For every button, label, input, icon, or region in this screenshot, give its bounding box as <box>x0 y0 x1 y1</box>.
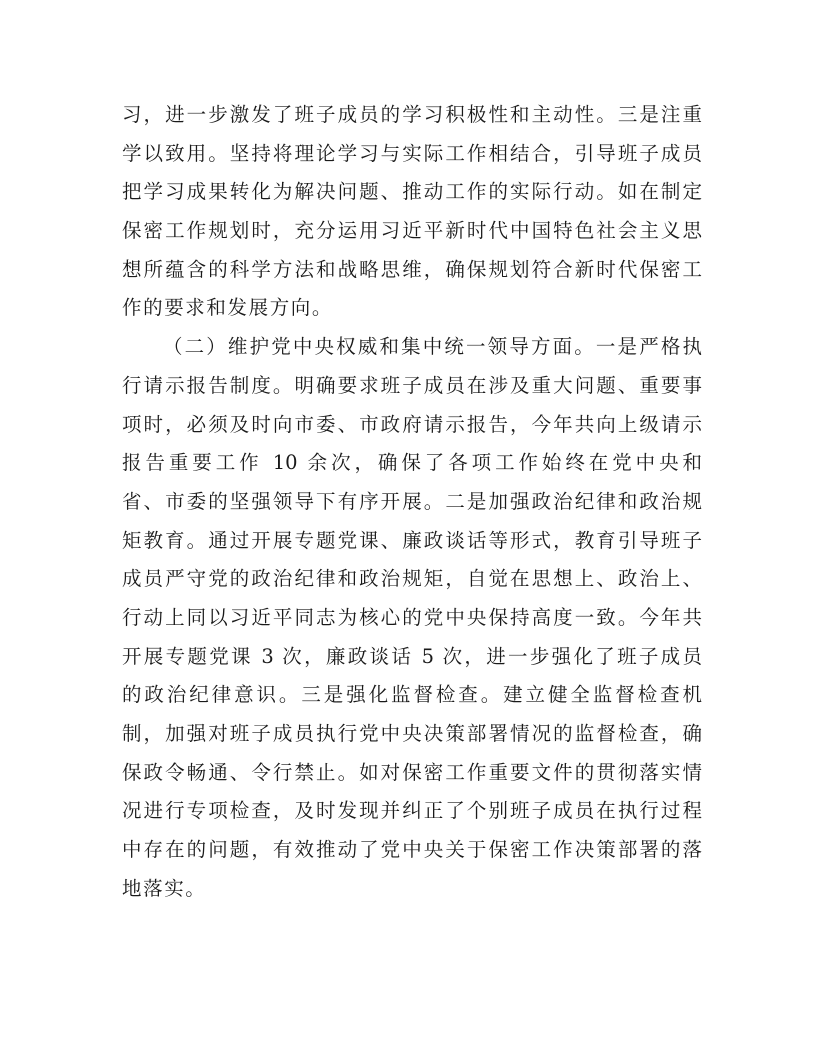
text-line: 矩教育。通过开展专题党课、廉政谈话等形式，教育引导班子 <box>122 528 702 552</box>
text-line: 制，加强对班子成员执行党中央决策部署情况的监督检查，确 <box>122 722 702 745</box>
text-line: 省、市委的坚强领导下有序开展。二是加强政治纪律和政治规 <box>122 489 702 513</box>
text-line: 保政令畅通、令行禁止。如对保密工作重要文件的贯彻落实情 <box>122 760 702 784</box>
paragraph-1 <box>122 96 702 328</box>
paragraph-2 <box>122 328 702 908</box>
text-line: 习，进一步激发了班子成员的学习积极性和主动性。三是注重 <box>122 103 702 126</box>
text-line: 学以致用。坚持将理论学习与实际工作相结合，引导班子成员 <box>122 141 702 165</box>
text-line: 开展专题党课 3 次，廉政谈话 5 次，进一步强化了班子成员 <box>122 644 702 668</box>
text-line: 行动上同以习近平同志为核心的党中央保持高度一致。今年共 <box>122 605 702 629</box>
text-line: 成员严守党的政治纪律和政治规矩，自觉在思想上、政治上、 <box>122 567 702 591</box>
text-line: 况进行专项检查，及时发现并纠正了个别班子成员在执行过程 <box>122 799 702 823</box>
text-line: 想所蕴含的科学方法和战略思维，确保规划符合新时代保密工 <box>122 257 702 281</box>
text-line: （二）维护党中央权威和集中统一领导方面。一是严格执 <box>163 335 702 359</box>
text-line: 行请示报告制度。明确要求班子成员在涉及重大问题、重要事 <box>122 373 702 397</box>
text-line: 中存在的问题，有效推动了党中央关于保密工作决策部署的落 <box>122 838 702 862</box>
text-line: 的政治纪律意识。三是强化监督检查。建立健全监督检查机 <box>122 683 702 707</box>
body-text <box>122 96 702 908</box>
text-line: 报告重要工作 10 余次，确保了各项工作始终在党中央和 <box>122 451 702 475</box>
text-line: 保密工作规划时，充分运用习近平新时代中国特色社会主义思 <box>122 219 702 243</box>
text-line: 地落实。 <box>122 876 207 900</box>
text-line: 作的要求和发展方向。 <box>122 296 334 320</box>
text-line: 把学习成果转化为解决问题、推动工作的实际行动。如在制定 <box>122 180 702 204</box>
text-line: 项时，必须及时向市委、市政府请示报告，今年共向上级请示 <box>122 412 702 436</box>
